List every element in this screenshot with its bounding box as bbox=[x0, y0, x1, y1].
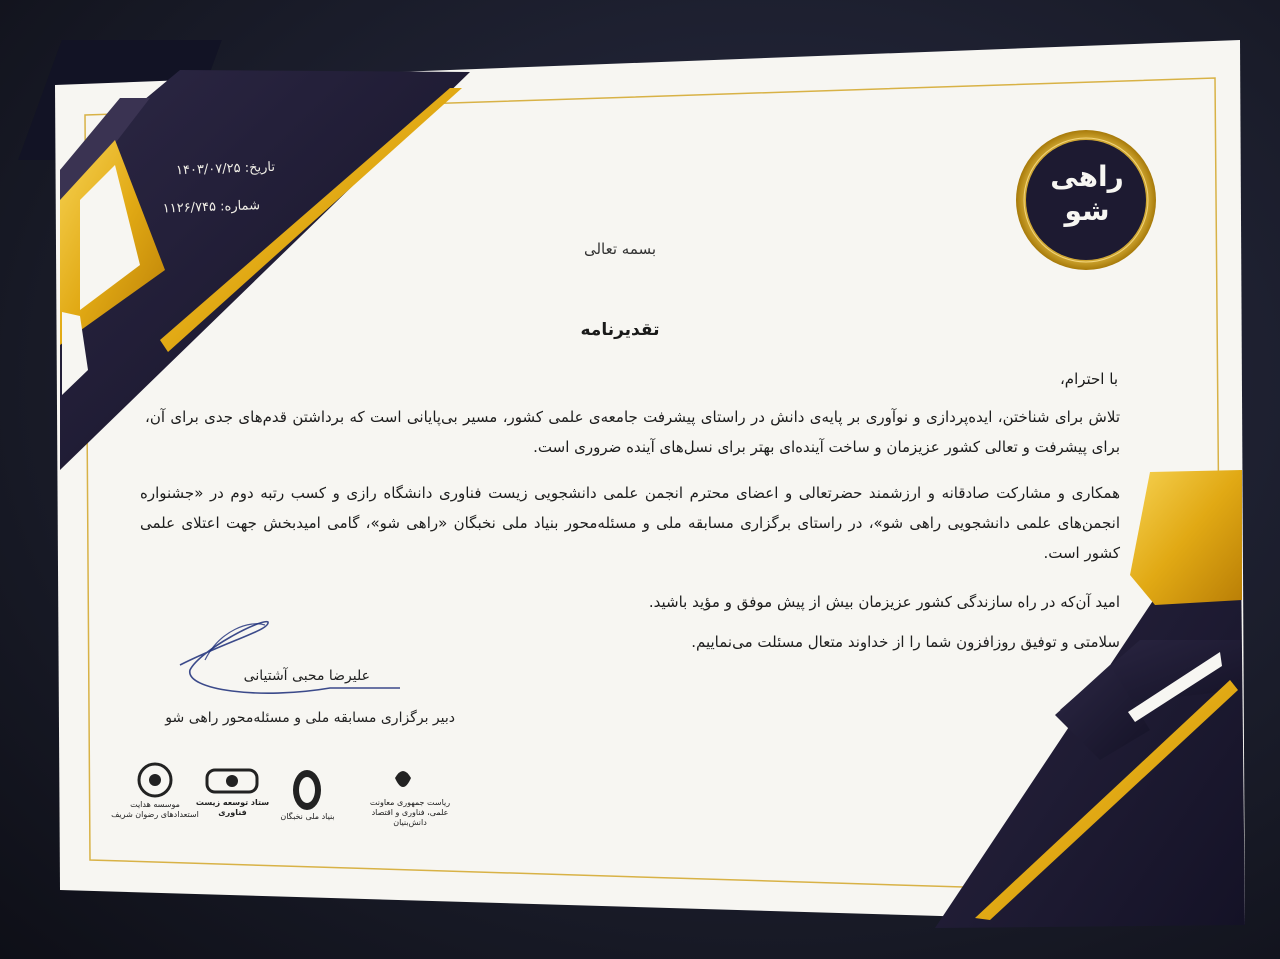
footer-logo-caption: بنیاد ملی نخبگان bbox=[280, 812, 335, 821]
signer-name: علیرضا محبی آشتیانی bbox=[243, 668, 370, 684]
date-label: تاریخ: ۱۴۰۳/۰۷/۲۵ bbox=[175, 159, 276, 179]
signer-role: دبیر برگزاری مسابقه ملی و مسئله‌محور راهی شو bbox=[165, 710, 455, 726]
footer-logo-caption: ریاست جمهوری معاونت علمی، فناوری و اقتصاد دانش‌بنیان bbox=[369, 798, 451, 827]
logo-text-line1: راهی bbox=[1050, 160, 1124, 193]
invocation-text: بسمه تعالی bbox=[583, 240, 657, 258]
paragraph-3: امید آن‌که در راه سازندگی کشور عزیزمان بیش از پیش موفق و مؤید باشید. bbox=[648, 593, 1120, 611]
footer-logo-talent-institute bbox=[110, 800, 200, 820]
paragraph-4: سلامتی و توفیق روزافزون شما را از خداوند متعال مسئلت می‌نماییم. bbox=[691, 633, 1120, 651]
certificate-title: تقدیرنامه bbox=[580, 320, 660, 340]
footer-logo-caption: ستاد توسعه زیست فناوری bbox=[195, 798, 270, 817]
paragraph-2: همکاری و مشارکت صادقانه و ارزشمند حضرتعالی و اعضای محترم انجمن علمی دانشجویی زیست فناوری دانشگاه رازی و کسب رتبه دوم در «جشنواره انجمن‌های علمی دانشجویی راهی شو»، در راستای برگزاری مسابقه ملی و مسئله‌محور بنیاد ملی نخبگان «راهی شو»، گامی امیدبخش جهت اعتلای علمی کشور است. bbox=[140, 484, 1120, 562]
footer-logo-caption: موسسه هدایت استعدادهای رضوان شریف bbox=[111, 800, 199, 819]
rahi-sho-logo bbox=[1044, 160, 1130, 240]
footer-logo-biotech-hq bbox=[195, 798, 270, 818]
footer-logo-elites-foundation bbox=[275, 812, 340, 822]
number-label: شماره: ۱۱۲۶/۷۴۵ bbox=[162, 198, 261, 217]
salutation: با احترام، bbox=[1059, 370, 1118, 388]
paragraph-1: تلاش برای شناختن، ایده‌پردازی و نوآوری بر پایه‌ی دانش در راستای پیشرفت جامعه‌ی علمی کشور، مسیر بی‌پایانی است که برداشتن قدم‌های جدی برای آن، برای پیشرفت و تعالی کشور عزیزمان و ساخت آینده‌ای بهتر برای نسل‌های آینده ضروری است. bbox=[145, 408, 1120, 456]
logo-text-line2: شو bbox=[1064, 194, 1110, 227]
footer-logo-iran-emblem bbox=[365, 798, 455, 828]
